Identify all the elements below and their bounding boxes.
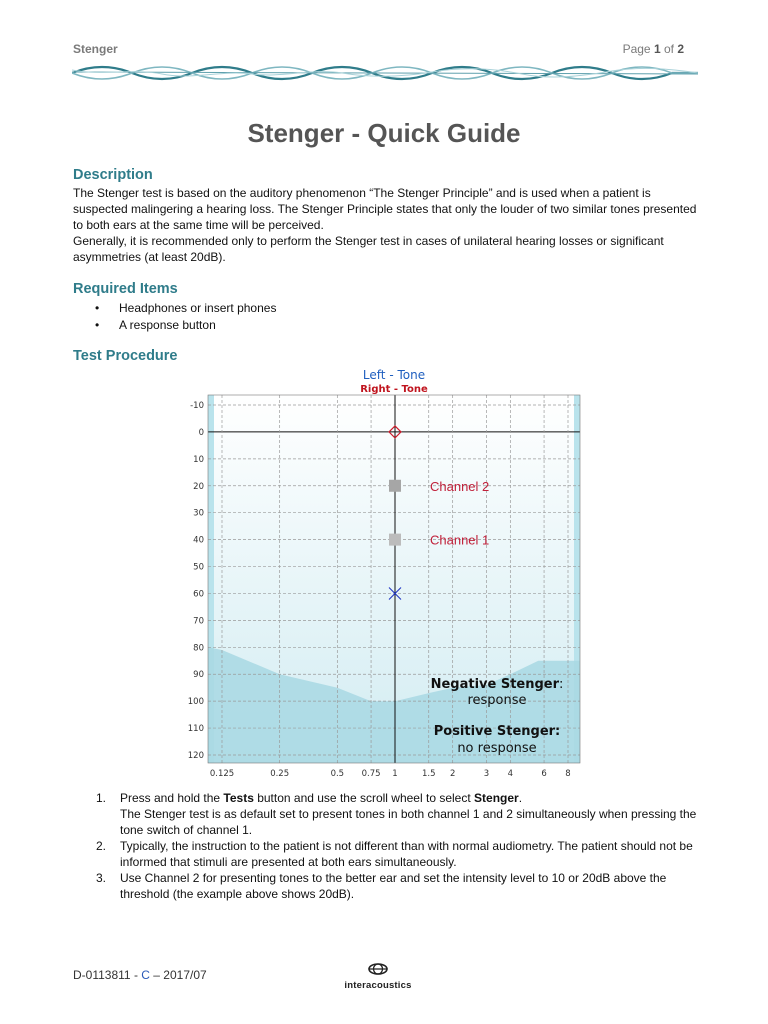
list-item-text: Headphones or insert phones — [119, 301, 277, 315]
y-tick-label: 30 — [193, 508, 204, 519]
page-number — [623, 42, 684, 56]
legend-left-tone: Left - Tone — [362, 368, 426, 382]
y-tick-label: 80 — [193, 643, 204, 654]
y-tick-label: 70 — [193, 616, 204, 627]
separator: - — [130, 968, 142, 982]
step-text-bold: Stenger — [474, 791, 519, 805]
step-text-bold: Tests — [223, 791, 254, 805]
header-wave-ornament — [72, 62, 698, 84]
x-tick-label: 1.5 — [421, 769, 436, 779]
y-tick-label: 40 — [193, 535, 204, 546]
x-tick-label: 0.25 — [270, 769, 290, 779]
revision: C — [141, 968, 150, 982]
description-heading: Description — [73, 167, 153, 183]
y-tick-label: 10 — [193, 454, 204, 465]
negative-stenger-title: Negative Stenger: — [430, 677, 564, 692]
document-title: Stenger - Quick Guide — [247, 118, 521, 148]
y-tick-label: 60 — [193, 589, 204, 600]
description-body — [73, 185, 703, 265]
page-prefix: Page — [622, 42, 654, 56]
audiogram-chart — [180, 365, 590, 783]
doc-date: 2017/07 — [163, 968, 207, 982]
bullet-icon: • — [95, 318, 100, 332]
step-text: . — [518, 791, 523, 805]
logo-mark-icon — [368, 963, 388, 975]
x-tick-label: 2 — [449, 769, 456, 779]
page-current: 1 — [653, 42, 661, 56]
negative-stenger-text: response — [467, 693, 527, 708]
step-number: 1. — [96, 791, 107, 805]
y-tick-label: -10 — [190, 401, 204, 411]
page-total: 2 — [677, 42, 684, 56]
bullet-icon: • — [95, 301, 100, 315]
step-number: 2. — [96, 839, 107, 853]
description-paragraph-2: Generally, it is recommended only to perform the Stenger test in cases of unilateral hearing losses or significant asymmetries (at least 20dB). — [73, 234, 664, 264]
positive-stenger-title: Positive Stenger: — [433, 724, 561, 739]
procedure-steps — [96, 790, 706, 902]
page-of: of — [660, 42, 678, 56]
interacoustics-logo — [330, 962, 426, 991]
y-tick-label: 20 — [193, 481, 204, 492]
channel-marker — [389, 534, 401, 546]
channel-marker — [389, 480, 401, 492]
y-tick-label: 50 — [193, 562, 204, 573]
separator: – — [149, 968, 164, 982]
y-tick-label: 0 — [198, 427, 204, 438]
x-tick-label: 1 — [392, 769, 398, 779]
required-items-list — [95, 300, 276, 334]
legend-right-tone: Right - Tone — [360, 384, 428, 395]
x-tick-label: 0.125 — [209, 769, 235, 779]
positive-stenger-text: no response — [457, 741, 537, 756]
procedure-step — [96, 870, 706, 902]
x-tick-label: 6 — [541, 769, 547, 779]
channel-label: Channel 2 — [430, 478, 490, 494]
step-number: 3. — [96, 871, 107, 885]
list-item — [95, 300, 276, 317]
list-item — [95, 317, 276, 334]
x-tick-label: 4 — [507, 769, 514, 779]
y-tick-label: 100 — [187, 697, 204, 708]
procedure-step — [96, 838, 706, 870]
y-tick-label: 120 — [187, 751, 204, 761]
y-tick-label: 110 — [187, 724, 204, 735]
step-text: Typically, the instruction to the patient is not different than with normal audiometry. The patient should not be informed that stimuli are presented at both ears simultaneously. — [120, 839, 693, 869]
x-tick-label: 0.75 — [361, 769, 381, 779]
required-items-heading: Required Items — [73, 281, 178, 297]
doc-id: D-0113811 — [73, 968, 131, 982]
list-item-text: A response button — [119, 318, 216, 332]
step-text: button and use the scroll wheel to select — [253, 791, 475, 805]
procedure-step — [96, 790, 706, 838]
channel-label: Channel 1 — [430, 532, 490, 548]
footer-doc-reference — [73, 968, 207, 982]
step-text: Use Channel 2 for presenting tones to the better ear and set the intensity level to 10 or 20dB above the threshold (the example above shows 20dB). — [120, 871, 667, 901]
step-text: Press and hold the — [120, 791, 224, 805]
test-procedure-heading: Test Procedure — [73, 348, 178, 364]
plot-area — [188, 395, 580, 779]
x-tick-label: 8 — [565, 769, 571, 779]
x-tick-label: 0.5 — [330, 769, 345, 779]
y-tick-label: 90 — [193, 670, 204, 681]
x-tick-label: 3 — [483, 769, 490, 779]
header-doc-name: Stenger — [73, 42, 118, 56]
description-paragraph-1: The Stenger test is based on the auditory phenomenon “The Stenger Principle” and is used when a patient is suspected malingering a hearing loss. The Stenger Principle states that only the louder of two similar tones presented to both ears at the same time will be perceived. — [73, 186, 697, 232]
step-text-line2: The Stenger test is as default set to present tones in both channel 1 and 2 simultaneously when pressing the tone switch of channel 1. — [120, 807, 697, 837]
logo-text: interacoustics — [344, 980, 412, 991]
